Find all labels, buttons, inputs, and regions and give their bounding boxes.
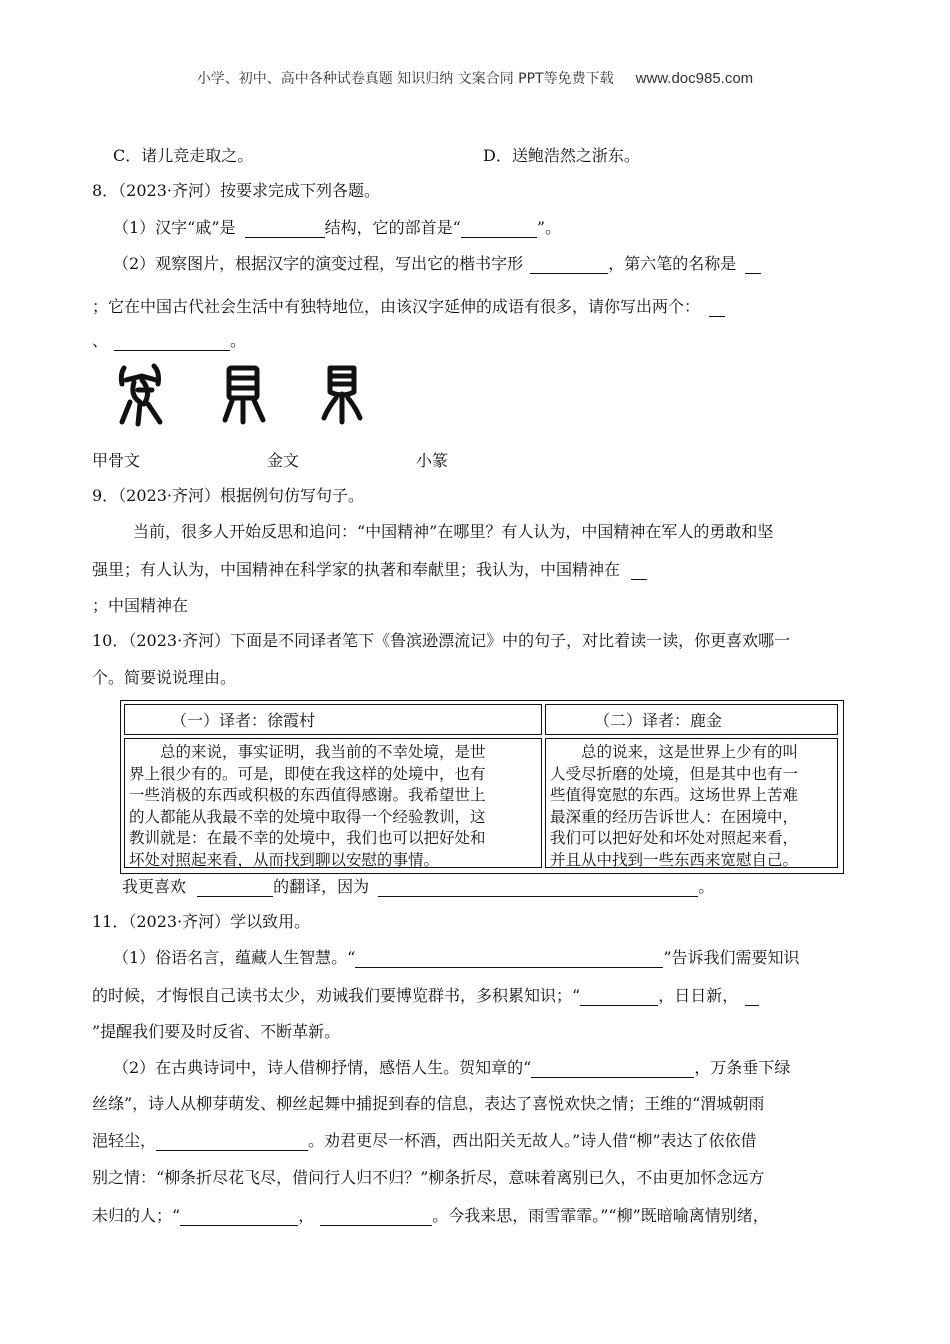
q8-p2-text-b: ，第六笔的名称是 bbox=[608, 254, 737, 273]
q11-p1-line1-a: （1）俗语名言，蕴藏人生智慧。“ bbox=[113, 948, 356, 967]
q9-line2-text: 强里；有人认为，中国精神在科学家的执著和奉献里；我认为，中国精神在 bbox=[92, 560, 621, 579]
table-cell-left bbox=[124, 738, 542, 868]
q10-answer bbox=[122, 877, 714, 897]
q11-p1-line1 bbox=[113, 948, 800, 968]
right-line: 我们可以把好处和坏处对照起来看， bbox=[550, 829, 799, 848]
left-line: 的人都能从我最不幸的处境中取得一个经验教训，这 bbox=[129, 807, 486, 826]
q11-p2-line3-a: 浥轻尘， bbox=[92, 1131, 157, 1150]
q11-blank-gouri[interactable] bbox=[580, 987, 658, 1006]
q8-blank-radical[interactable] bbox=[461, 219, 537, 238]
right-line: 些值得宽慰的东西。这场世界上苦难 bbox=[550, 786, 799, 805]
q10-answer-text-a: 我更喜欢 bbox=[122, 877, 187, 896]
q9-title: 9．（2023·齐河）根据例句仿写句子。 bbox=[92, 486, 364, 505]
q8-p1-text-b: 结构，它的部首是“ bbox=[324, 218, 461, 237]
right-line: 人受尽折磨的处境，但是其中也有一 bbox=[550, 764, 799, 783]
q11-title: 11．（2023·齐河）学以致用。 bbox=[92, 912, 311, 931]
table-cell-right bbox=[545, 738, 838, 868]
q8-p2-text-a: （2）观察图片，根据汉字的演变过程，写出它的楷书字形 bbox=[113, 254, 524, 273]
q11-p2-line5-a: 未归的人；“ bbox=[92, 1206, 181, 1225]
q11-p1-line1-b: ”告诉我们需要知识 bbox=[663, 948, 800, 967]
q8-p2-line3-b: 。 bbox=[230, 331, 247, 350]
q8-part1 bbox=[113, 218, 561, 238]
q11-p2-line2: 丝绦”，诗人从柳芽萌发、柳丝起舞中捕捉到春的信息，表达了喜悦欢快之情；王维的“渭城朝雨 bbox=[92, 1094, 765, 1113]
q8-blank-idiom1[interactable] bbox=[709, 298, 725, 317]
q10-blank-translator[interactable] bbox=[197, 878, 273, 897]
q10-answer-text-c: 。 bbox=[698, 877, 715, 896]
table-head-right bbox=[545, 704, 838, 735]
q8-part2-line3 bbox=[92, 331, 246, 351]
label-bronze: 金文 bbox=[267, 451, 300, 470]
left-line: 总的来说，事实证明，我当前的不幸处境，是世 bbox=[160, 743, 486, 761]
q8-blank-structure[interactable] bbox=[245, 219, 325, 238]
q8-blank-idiom2[interactable] bbox=[114, 332, 230, 351]
q11-p2-line4: 别之情：“柳条折尽花飞尽，借问行人归不归？”柳条折尽，意味着离别已久，不由更加怀念远方 bbox=[92, 1168, 765, 1187]
q11-blank-bitou[interactable] bbox=[531, 1059, 694, 1078]
q11-p2-line1-b: ，万条垂下绿 bbox=[694, 1058, 791, 1077]
q9-line2 bbox=[92, 560, 647, 580]
q9-line3: ；中国精神在 bbox=[92, 596, 189, 615]
q9-line1: 当前，很多人开始反思和追问：“中国精神”在哪里？有人认为，中国精神在军人的勇敢和坚 bbox=[133, 522, 774, 541]
q8-title: 8．（2023·齐河）按要求完成下列各题。 bbox=[92, 181, 380, 200]
q11-p2-line1 bbox=[113, 1058, 790, 1078]
right-line: 总的说来，这是世界上少有的叫 bbox=[581, 743, 799, 761]
q11-p2-line3 bbox=[92, 1131, 757, 1151]
q11-p2-line5-c: 。今我来思，雨雪霏霏。”“柳”既暗喻离情别绪， bbox=[432, 1206, 769, 1225]
translation-table bbox=[120, 700, 844, 874]
q10-line1: 10．（2023·齐河）下面是不同译者笔下《鲁滨逊漂流记》中的句子，对比着读一读，你更喜欢哪一 bbox=[92, 631, 791, 650]
q11-p2-line3-b: 。劝君更尽一杯酒，西出阳关无故人。”诗人借“柳”表达了依依借 bbox=[308, 1131, 757, 1150]
page-header bbox=[0, 68, 950, 88]
label-small-seal: 小篆 bbox=[416, 451, 449, 470]
left-line: 坏处对照起来看，从而找到聊以安慰的事情。 bbox=[129, 850, 440, 869]
q8-part2-line2 bbox=[92, 297, 725, 317]
q11-p1-line3: ”提醒我们要及时反省、不断革新。 bbox=[92, 1022, 341, 1041]
q11-blank-xiwo-1[interactable] bbox=[180, 1207, 298, 1226]
bronze-glyph bbox=[217, 362, 269, 426]
left-line: 教训就是：在最不幸的处境中，我们也可以把好处和 bbox=[129, 829, 486, 848]
q8-blank-stroke[interactable] bbox=[745, 255, 761, 274]
q10-answer-text-b: 的翻译，因为 bbox=[273, 877, 370, 896]
q8-p1-text-c: ”。 bbox=[536, 218, 562, 237]
table-head-right-text: （二）译者：鹿金 bbox=[594, 711, 723, 730]
table-head-left bbox=[124, 704, 542, 735]
right-line: 最深重的经历告诉世人：在困境中， bbox=[550, 807, 799, 826]
q9-blank-1[interactable] bbox=[631, 561, 647, 580]
header-url[interactable]: www.doc985.com bbox=[635, 70, 754, 87]
right-line: 并且从中找到一些东西来宽慰自己。 bbox=[550, 850, 799, 869]
q10-blank-reason[interactable] bbox=[378, 878, 698, 897]
table-head-left-text: （一）译者：徐霞村 bbox=[171, 711, 316, 730]
label-oracle-bone: 甲骨文 bbox=[92, 451, 141, 470]
left-line: 界上很少有的。可是，即使在我这样的处境中，也有 bbox=[129, 764, 486, 783]
q11-blank-xiwo-2[interactable] bbox=[320, 1207, 432, 1226]
q7-option-d: D．送鲍浩然之浙东。 bbox=[483, 146, 640, 165]
q8-p1-text-a: （1）汉字“戚”是 bbox=[113, 218, 236, 237]
q11-blank-youri[interactable] bbox=[745, 987, 759, 1006]
header-text: 小学、初中、高中各种试卷真题 知识归纳 文案合同 PPT等免费下载 bbox=[196, 71, 614, 87]
q11-p1-line2-a: 的时候，才悔恨自己读书太少，劝诫我们要博览群书，多积累知识；“ bbox=[92, 986, 581, 1005]
q8-p2-line2-text: ；它在中国古代社会生活中有独特地位，由该汉字延伸的成语有很多，请你写出两个： bbox=[92, 297, 701, 316]
left-line: 一些消极的东西或积极的东西值得感谢。我希望世上 bbox=[129, 786, 486, 805]
q11-p1-line2-b: ，日日新， bbox=[658, 986, 739, 1005]
q7-option-c: C．诸儿竞走取之。 bbox=[113, 146, 254, 165]
q11-p2-line5 bbox=[92, 1206, 769, 1226]
q10-line2: 个。简要说说理由。 bbox=[92, 668, 237, 687]
q8-blank-kaishu[interactable] bbox=[530, 255, 608, 274]
q8-part2 bbox=[113, 254, 761, 274]
small-seal-glyph bbox=[318, 362, 366, 426]
q8-p2-line3-a: 、 bbox=[92, 331, 109, 350]
q11-p1-line2 bbox=[92, 986, 759, 1006]
q11-blank-proverb[interactable] bbox=[355, 949, 663, 968]
q11-p2-line5-b: ， bbox=[298, 1206, 315, 1225]
q11-blank-kesha[interactable] bbox=[156, 1132, 308, 1151]
q11-p2-line1-a: （2）在古典诗词中，诗人借柳抒情，感悟人生。贺知章的“ bbox=[113, 1058, 532, 1077]
oracle-bone-glyph bbox=[112, 362, 172, 428]
